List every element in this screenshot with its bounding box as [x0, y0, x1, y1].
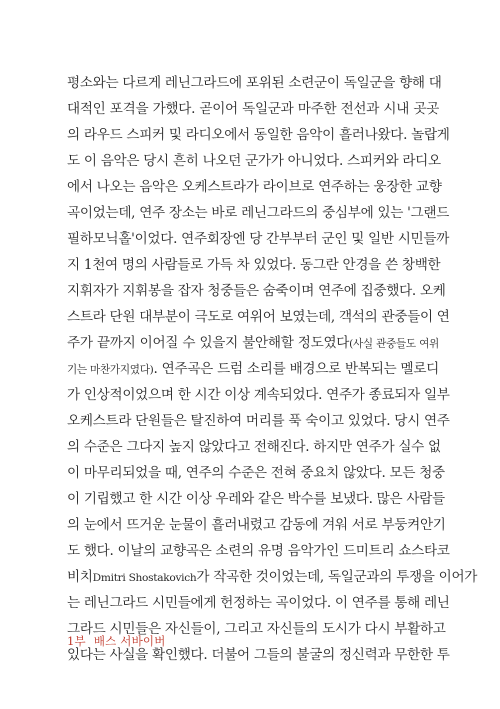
- text-line: 의 라우드 스피커 및 라디오에서 동일한 음악이 흘러나왔다. 놀랍게: [67, 127, 450, 143]
- text-line: 필하모닉홀'이었다. 연주회장엔 당 간부부터 군인 및 일반 시민들까: [67, 231, 450, 247]
- text-segment: 가 작곡한 것이었는데, 독일군과의 투쟁을 이어가: [196, 569, 478, 585]
- aside-note: 기는 마찬가지였다): [67, 364, 154, 376]
- text-line: 이 마무리되었을 때, 연주의 수준은 전혀 중요치 않았다. 모든 청중: [67, 465, 445, 481]
- text-line: 평소와는 다르게 레닌그라드에 포위된 소련군이 독일군을 향해 대: [67, 75, 442, 91]
- text-line: 지 1천여 명의 사람들로 가득 차 있었다. 동그란 안경을 쓴 창백한: [67, 257, 441, 273]
- text-line: 스트라 단원 대부분이 극도로 여위어 보였는데, 객석의 관중들이 연: [67, 309, 450, 325]
- text-line: [67, 356, 439, 382]
- text-line: 이 기립했고 한 시간 이상 우레와 같은 박수를 보냈다. 많은 사람들: [67, 491, 445, 507]
- text-line: 가 인상적이었으며 한 시간 이상 계속되었다. 연주가 종료되자 일부: [67, 387, 450, 403]
- running-footer: [67, 633, 166, 649]
- text-segment: 주가 끝까지 이어질 수 있을지 불안해할 정도였다: [67, 335, 350, 351]
- aside-note: (사실 관중들도 여위: [349, 338, 439, 350]
- text-line: [67, 330, 439, 356]
- text-line: 그라드 시민들은 자신들이, 그리고 자신들의 도시가 다시 부활하고: [67, 621, 446, 637]
- text-line: 곡이었는데, 연주 장소는 바로 레닌그라드의 중심부에 있는 '그랜드: [67, 205, 450, 221]
- text-line: [67, 564, 478, 590]
- text-line: 에서 나오는 음악은 오케스트라가 라이브로 연주하는 웅장한 교향: [67, 179, 442, 195]
- text-line: 도 이 음악은 당시 흔히 나오던 군가가 아니었다. 스피커와 라디오: [67, 153, 441, 169]
- text-line: 대적인 포격을 가했다. 곧이어 독일군과 마주한 전선과 시내 곳곳: [67, 101, 439, 117]
- text-line: 있다는 사실을 확인했다. 더불어 그들의 불굴의 정신력과 무한한 투: [67, 647, 450, 663]
- latin-name: Dmitri Shostakovich: [92, 572, 197, 584]
- text-line: 도 했다. 이날의 교향곡은 소련의 유명 음악가인 드미트리 쇼스타코: [67, 543, 450, 559]
- text-line: 의 눈에서 뜨거운 눈물이 흘러내렸고 감동에 겨워 서로 부둥켜안기: [67, 517, 446, 533]
- text-segment: 비치: [67, 569, 93, 585]
- section-title: 배스 서바이버: [93, 634, 166, 648]
- text-segment: . 연주곡은 드럼 소리를 배경으로 반복되는 멜로디: [153, 361, 440, 377]
- text-line: 지휘자가 지휘봉을 잡자 청중들은 숨죽이며 연주에 집중했다. 오케: [67, 283, 446, 299]
- text-line: 오케스트라 단원들은 탈진하여 머리를 푹 숙이고 있었다. 당시 연주: [67, 413, 450, 429]
- text-line: 의 수준은 그다지 높지 않았다고 전해진다. 하지만 연주가 실수 없: [67, 439, 441, 455]
- text-line: 는 레닌그라드 시민들에게 헌정하는 곡이었다. 이 연주를 통해 레닌: [67, 595, 450, 611]
- part-label: 1부: [67, 634, 86, 648]
